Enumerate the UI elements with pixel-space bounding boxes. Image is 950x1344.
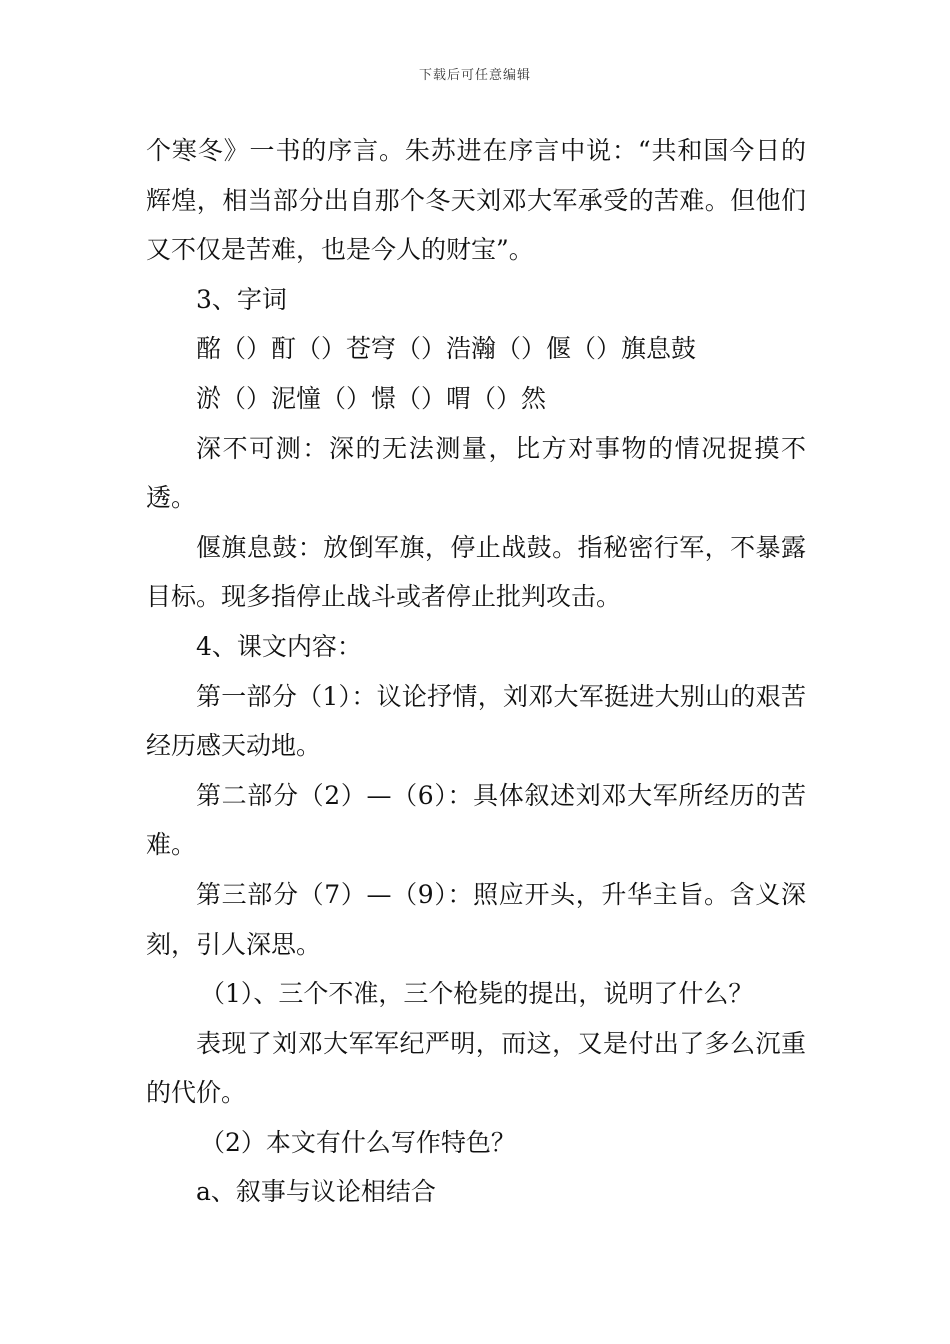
document-body	[146, 126, 806, 1217]
vocabulary-line-2: 淤（）泥憧（）憬（）喟（）然	[196, 383, 547, 413]
vocabulary-line-1: 酩（）酊（）苍穹（）浩瀚（）偃（）旗息鼓	[196, 334, 697, 364]
answer-two-point-a: a、叙事与议论相结合	[196, 1177, 436, 1207]
answer-one: 表现了刘邓大军军纪严明，而这，又是付出了多么沉重的代价。	[146, 1028, 806, 1108]
part-three-summary: 第三部分（7）—（9）：照应开头，升华主旨。含义深刻，引人深思。	[146, 879, 806, 959]
part-two-summary: 第二部分（2）—（6）：具体叙述刘邓大军所经历的苦难。	[146, 780, 806, 860]
part-one-summary: 第一部分（1）：议论抒情，刘邓大军挺进大别山的艰苦经历感天动地。	[146, 681, 806, 761]
definition-shenbukece: 深不可测：深的无法测量，比方对事物的情况捉摸不透。	[146, 433, 806, 513]
heading-vocabulary: 3、字词	[196, 284, 287, 314]
question-one: （1）、三个不准，三个枪毙的提出，说明了什么？	[200, 979, 754, 1009]
heading-text-content: 4、课文内容：	[196, 631, 362, 661]
page-header: 下载后可任意编辑	[418, 68, 531, 83]
question-two: （2）本文有什么写作特色？	[200, 1127, 516, 1157]
paragraph-preface-continued: 个寒冬》一书的序言。朱苏进在序言中说：“共和国今日的辉煌，相当部分出自那个冬天刘邓大军承受的苦难。但他们又不仅是苦难，也是今人的财宝”。	[146, 136, 806, 265]
definition-yanqixigu: 偃旗息鼓：放倒军旗，停止战鼓。指秘密行军，不暴露目标。现多指停止战斗或者停止批判攻击。	[146, 532, 806, 612]
